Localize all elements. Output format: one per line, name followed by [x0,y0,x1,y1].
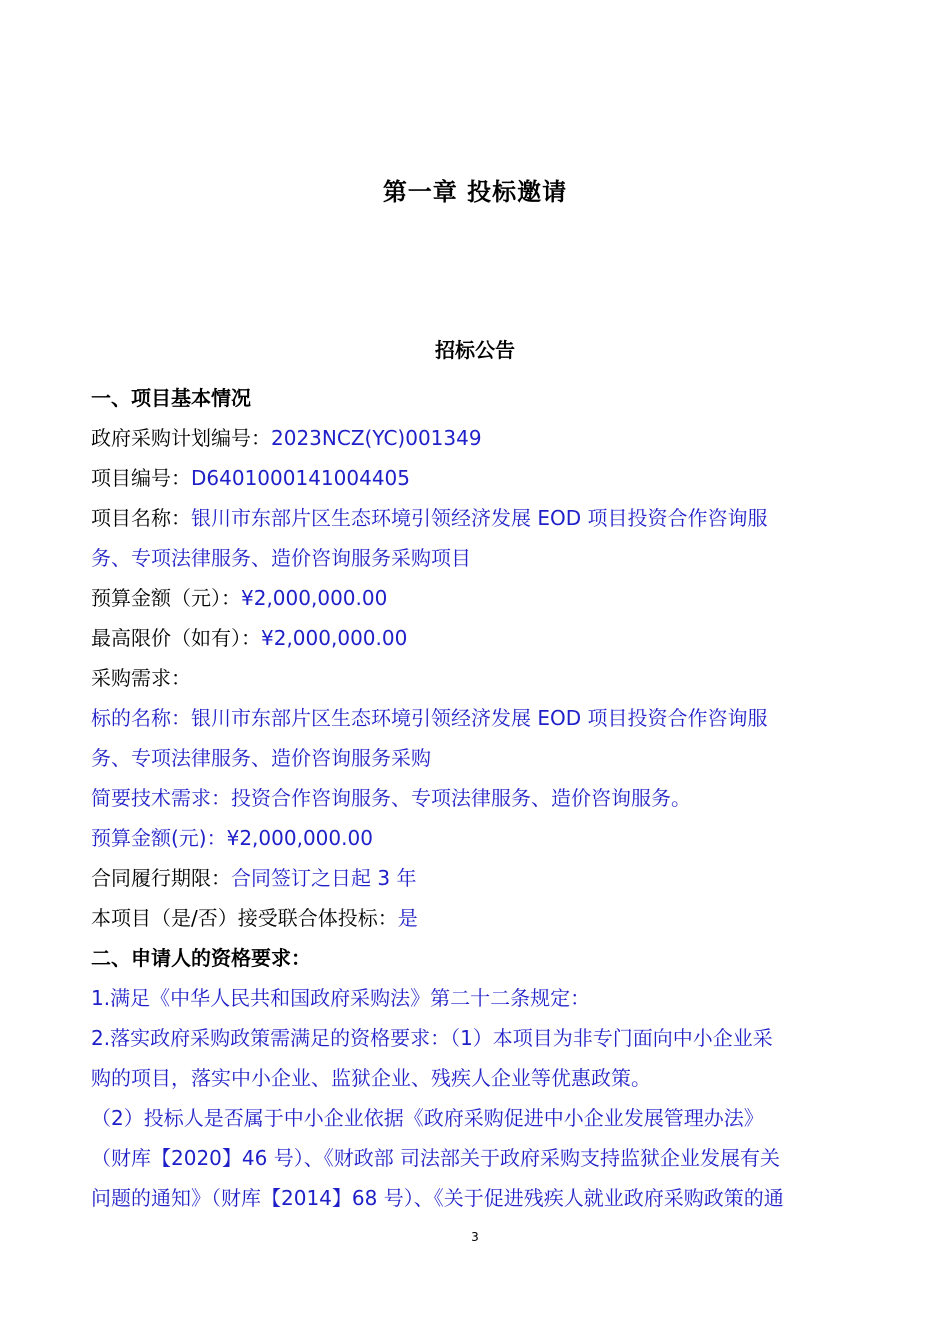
chapter-title: 第一章 投标邀请 [382,178,568,206]
max-price-label: 最高限价（如有）： [91,626,261,650]
budget-line [91,578,851,618]
budget-label: 预算金额（元）： [91,586,241,610]
project-name-line-1 [91,498,851,538]
section1-heading: 一、项目基本情况 [91,386,251,410]
technical-requirements: 简要技术需求：投资合作咨询服务、专项法律服务、造价咨询服务。 [91,786,691,810]
budget2-line [91,818,851,858]
consortium-value: 是 [397,906,418,930]
plan-number-line [91,418,851,458]
subject-name-line-1: 标的名称：银川市东部片区生态环境引领经济发展 EOD 项目投资合作咨询服 [91,706,768,730]
project-number-label: 项目编号： [91,466,191,490]
plan-number-label: 政府采购计划编号： [91,426,271,450]
project-name-label: 项目名称： [91,506,191,530]
subject-name-line-2: 务、专项法律服务、造价咨询服务采购 [91,746,431,770]
qualification-item-2-line-1: 2.落实政府采购政策需满足的资格要求：（1）本项目为非专门面向中小企业采 [91,1026,773,1050]
budget2-label: 预算金额(元)： [91,826,227,850]
document-body [91,378,851,1218]
budget-value: ¥2,000,000.00 [241,586,388,610]
section2-heading: 二、申请人的资格要求： [91,946,311,970]
page-number: 3 [471,1230,479,1244]
notice-title: 招标公告 [435,338,515,362]
project-number-value: D6401000141004405 [191,466,410,490]
project-number-line [91,458,851,498]
qualification-item-1: 1.满足《中华人民共和国政府采购法》第二十二条规定： [91,986,591,1010]
qualification-sub-line-3: 问题的通知》（财库【2014】68 号）、《关于促进残疾人就业政府采购政策的通 [91,1186,784,1210]
qualification-sub-line-2: （财库【2020】46 号）、《财政部 司法部关于政府采购支持监狱企业发展有关 [91,1146,781,1170]
plan-number-value: 2023NCZ(YC)001349 [271,426,482,450]
contract-period-label: 合同履行期限： [91,866,231,890]
contract-period-value: 合同签订之日起 3 年 [231,866,417,890]
max-price-line [91,618,851,658]
qualification-sub-line-1: （2）投标人是否属于中小企业依据《政府采购促进中小企业发展管理办法》 [91,1106,764,1130]
requirements-label: 采购需求： [91,666,191,690]
budget2-value: ¥2,000,000.00 [226,826,373,850]
qualification-item-2-line-2: 购的项目，落实中小企业、监狱企业、残疾人企业等优惠政策。 [91,1066,651,1090]
consortium-line [91,898,851,938]
project-name-value-2: 务、专项法律服务、造价咨询服务采购项目 [91,546,471,570]
project-name-value-1: 银川市东部片区生态环境引领经济发展 EOD 项目投资合作咨询服 [191,506,768,530]
consortium-label: 本项目（是/否）接受联合体投标： [91,906,398,930]
max-price-value: ¥2,000,000.00 [261,626,408,650]
contract-period-line [91,858,851,898]
